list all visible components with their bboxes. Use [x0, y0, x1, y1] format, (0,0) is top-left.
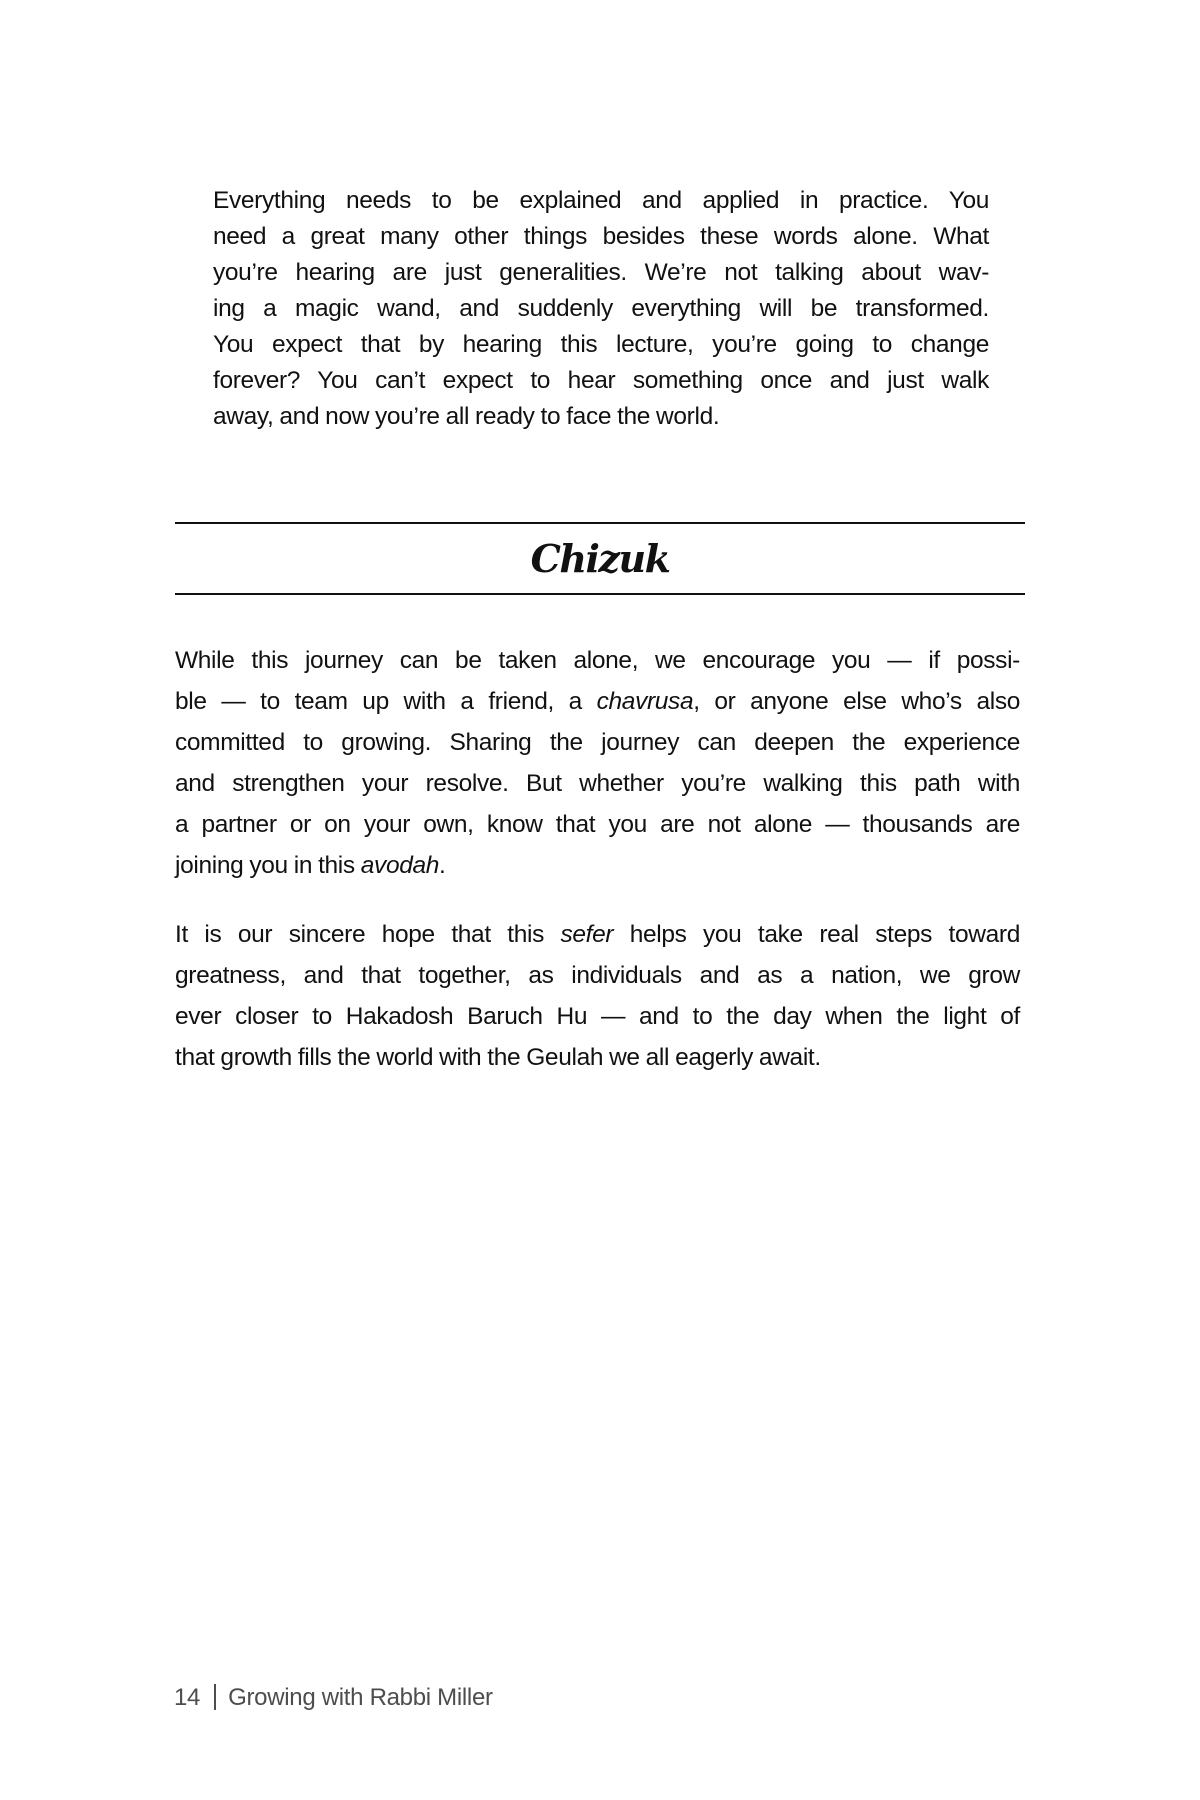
paragraph-line — [175, 722, 1020, 763]
paragraph-line — [175, 996, 1020, 1037]
italic-term: avodah — [360, 852, 440, 879]
paragraph-line — [175, 914, 1020, 955]
text-run: that growth fills the world with the Geulah we all eagerly await. — [175, 1044, 821, 1071]
quote-line: You expect that by hearing this lecture, you’re going to change — [213, 331, 989, 358]
quote-line: forever? You can’t expect to hear something once and just walk — [213, 367, 989, 394]
text-run: helps you take real steps toward — [613, 921, 1020, 948]
paragraph-line — [175, 681, 1020, 722]
text-run: joining you in this — [175, 852, 361, 879]
running-title: Growing with Rabbi Miller — [228, 1684, 493, 1711]
text-run: It is our sincere hope that this — [175, 921, 561, 948]
paragraph-line — [175, 955, 1020, 996]
quote-line: away, and now you’re all ready to face the world. — [213, 403, 720, 430]
quote-line: ing a magic wand, and suddenly everything will be transformed. — [213, 295, 989, 322]
paragraph-line — [175, 845, 1020, 886]
paragraph-line — [175, 1037, 1020, 1078]
text-run: , or anyone else who’s also — [693, 688, 1020, 715]
paragraph-line — [175, 804, 1020, 845]
text-run: a partner or on your own, know that you are not alone — thousands are — [175, 811, 1020, 838]
paragraph-line — [175, 763, 1020, 804]
text-run: and strengthen your resolve. But whether you’re walking this path with — [175, 770, 1020, 797]
heading-rule-top — [175, 522, 1025, 524]
italic-term: chavrusa — [596, 688, 694, 715]
text-run: ble — to team up with a friend, a — [175, 688, 597, 715]
page-footer — [174, 1682, 493, 1714]
text-run: ever closer to Hakadosh Baruch Hu — and to the day when the light of — [175, 1003, 1020, 1030]
text-run: . — [439, 852, 446, 879]
quote-line: need a great many other things besides these words alone. What — [213, 223, 989, 250]
italic-term: sefer — [560, 921, 614, 948]
page-number: 14 — [174, 1684, 201, 1711]
heading-rule-bottom — [175, 593, 1025, 595]
text-run: committed to growing. Sharing the journey can deepen the experience — [175, 729, 1020, 756]
quote-line: you’re hearing are just generalities. We’re not talking about wav- — [213, 259, 989, 286]
footer-separator — [214, 1684, 216, 1710]
text-run: While this journey can be taken alone, we encourage you — if possi- — [175, 647, 1020, 674]
section-heading: Chizuk — [530, 536, 670, 581]
text-run: greatness, and that together, as individuals and as a nation, we grow — [175, 962, 1020, 989]
paragraph-line — [175, 640, 1020, 681]
quote-line: Everything needs to be explained and applied in practice. You — [213, 187, 989, 214]
